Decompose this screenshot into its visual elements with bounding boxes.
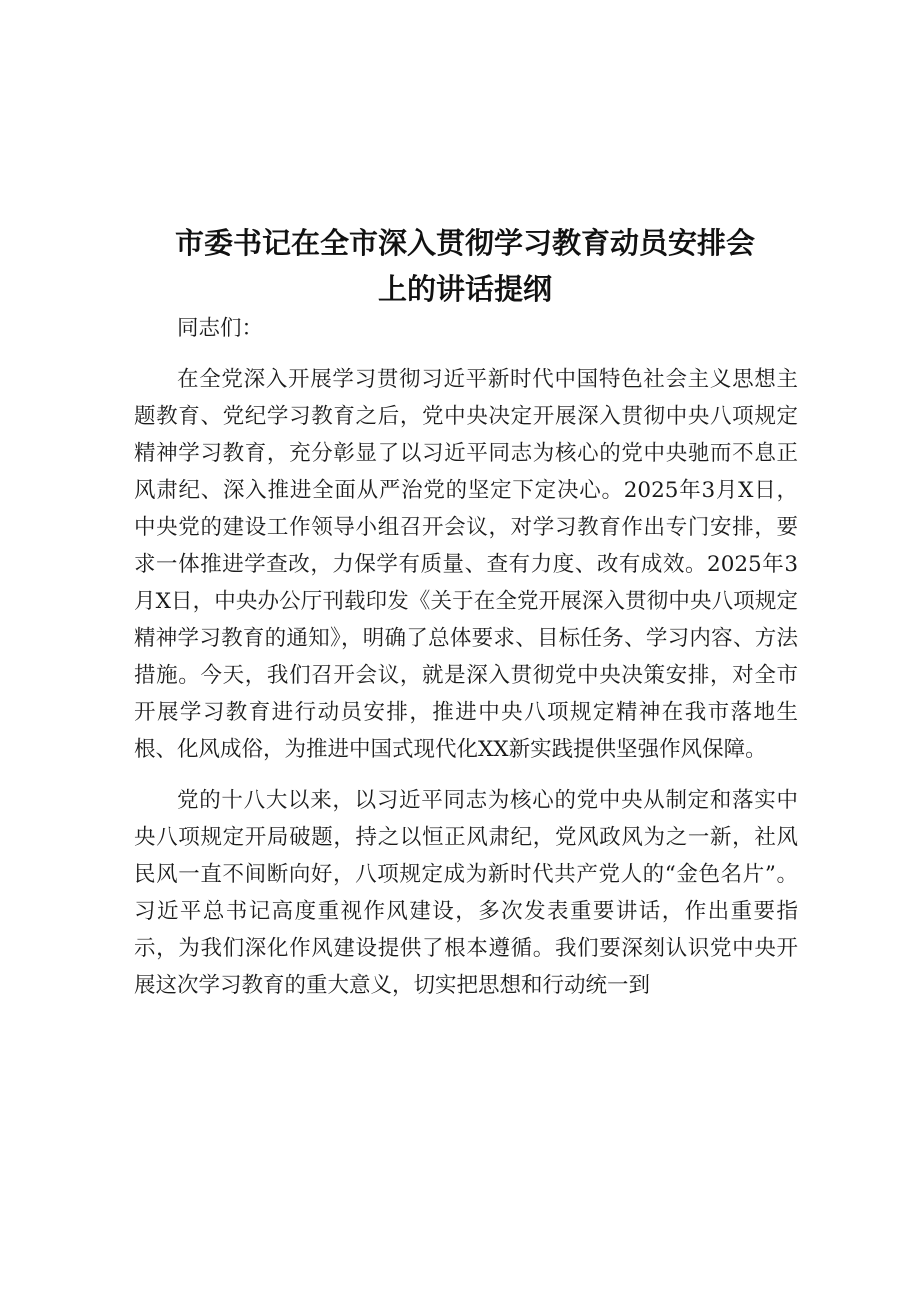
document-title bbox=[120, 220, 810, 312]
salutation: 同志们： bbox=[177, 316, 264, 341]
paragraph: 在全党深入开展学习贯彻习近平新时代中国特色社会主义思想主题教育、党纪学习教育之后，党中央决定开展深入贯彻中央八项规定精神学习教育，充分彰显了以习近平同志为核心的党中央驰而不息正风肃纪、深入推进全面从严治党的坚定下定决心。2025年3月X日，中央党的建设工作领导小组召开会议，对学习教育作出专门安排，要求一体推进学查改，力保学有质量、查有力度、改有成效。2025年3月X日，中央办公厅刊载印发《关于在全党开展深入贯彻中央八项规定精神学习教育的通知》，明确了总体要求、目标任务、学习内容、方法措施。今天，我们召开会议，就是深入贯彻党中央决策安排，对全市开展学习教育进行动员安排，推进中央八项规定精神在我市落地生根、化风成俗，为推进中国式现代化XX新实践提供坚强作风保障。 bbox=[134, 367, 798, 762]
title-line-1: 市委书记在全市深入贯彻学习教育动员安排会 bbox=[174, 226, 755, 260]
document-body bbox=[134, 310, 798, 1018]
paragraph: 党的十八大以来，以习近平同志为核心的党中央从制定和落实中央八项规定开局破题，持之以恒正风肃纪，党风政风为之一新，社风民风一直不间断向好，八项规定成为新时代共产党人的“金色名片”。习近平总书记高度重视作风建设，多次发表重要讲话，作出重要指示，为我们深化作风建设提供了根本遵循。我们要深刻认识党中央开展这次学习教育的重大意义，切实把思想和行动统一到 bbox=[134, 788, 798, 998]
title-line-2: 上的讲话提纲 bbox=[377, 272, 552, 306]
